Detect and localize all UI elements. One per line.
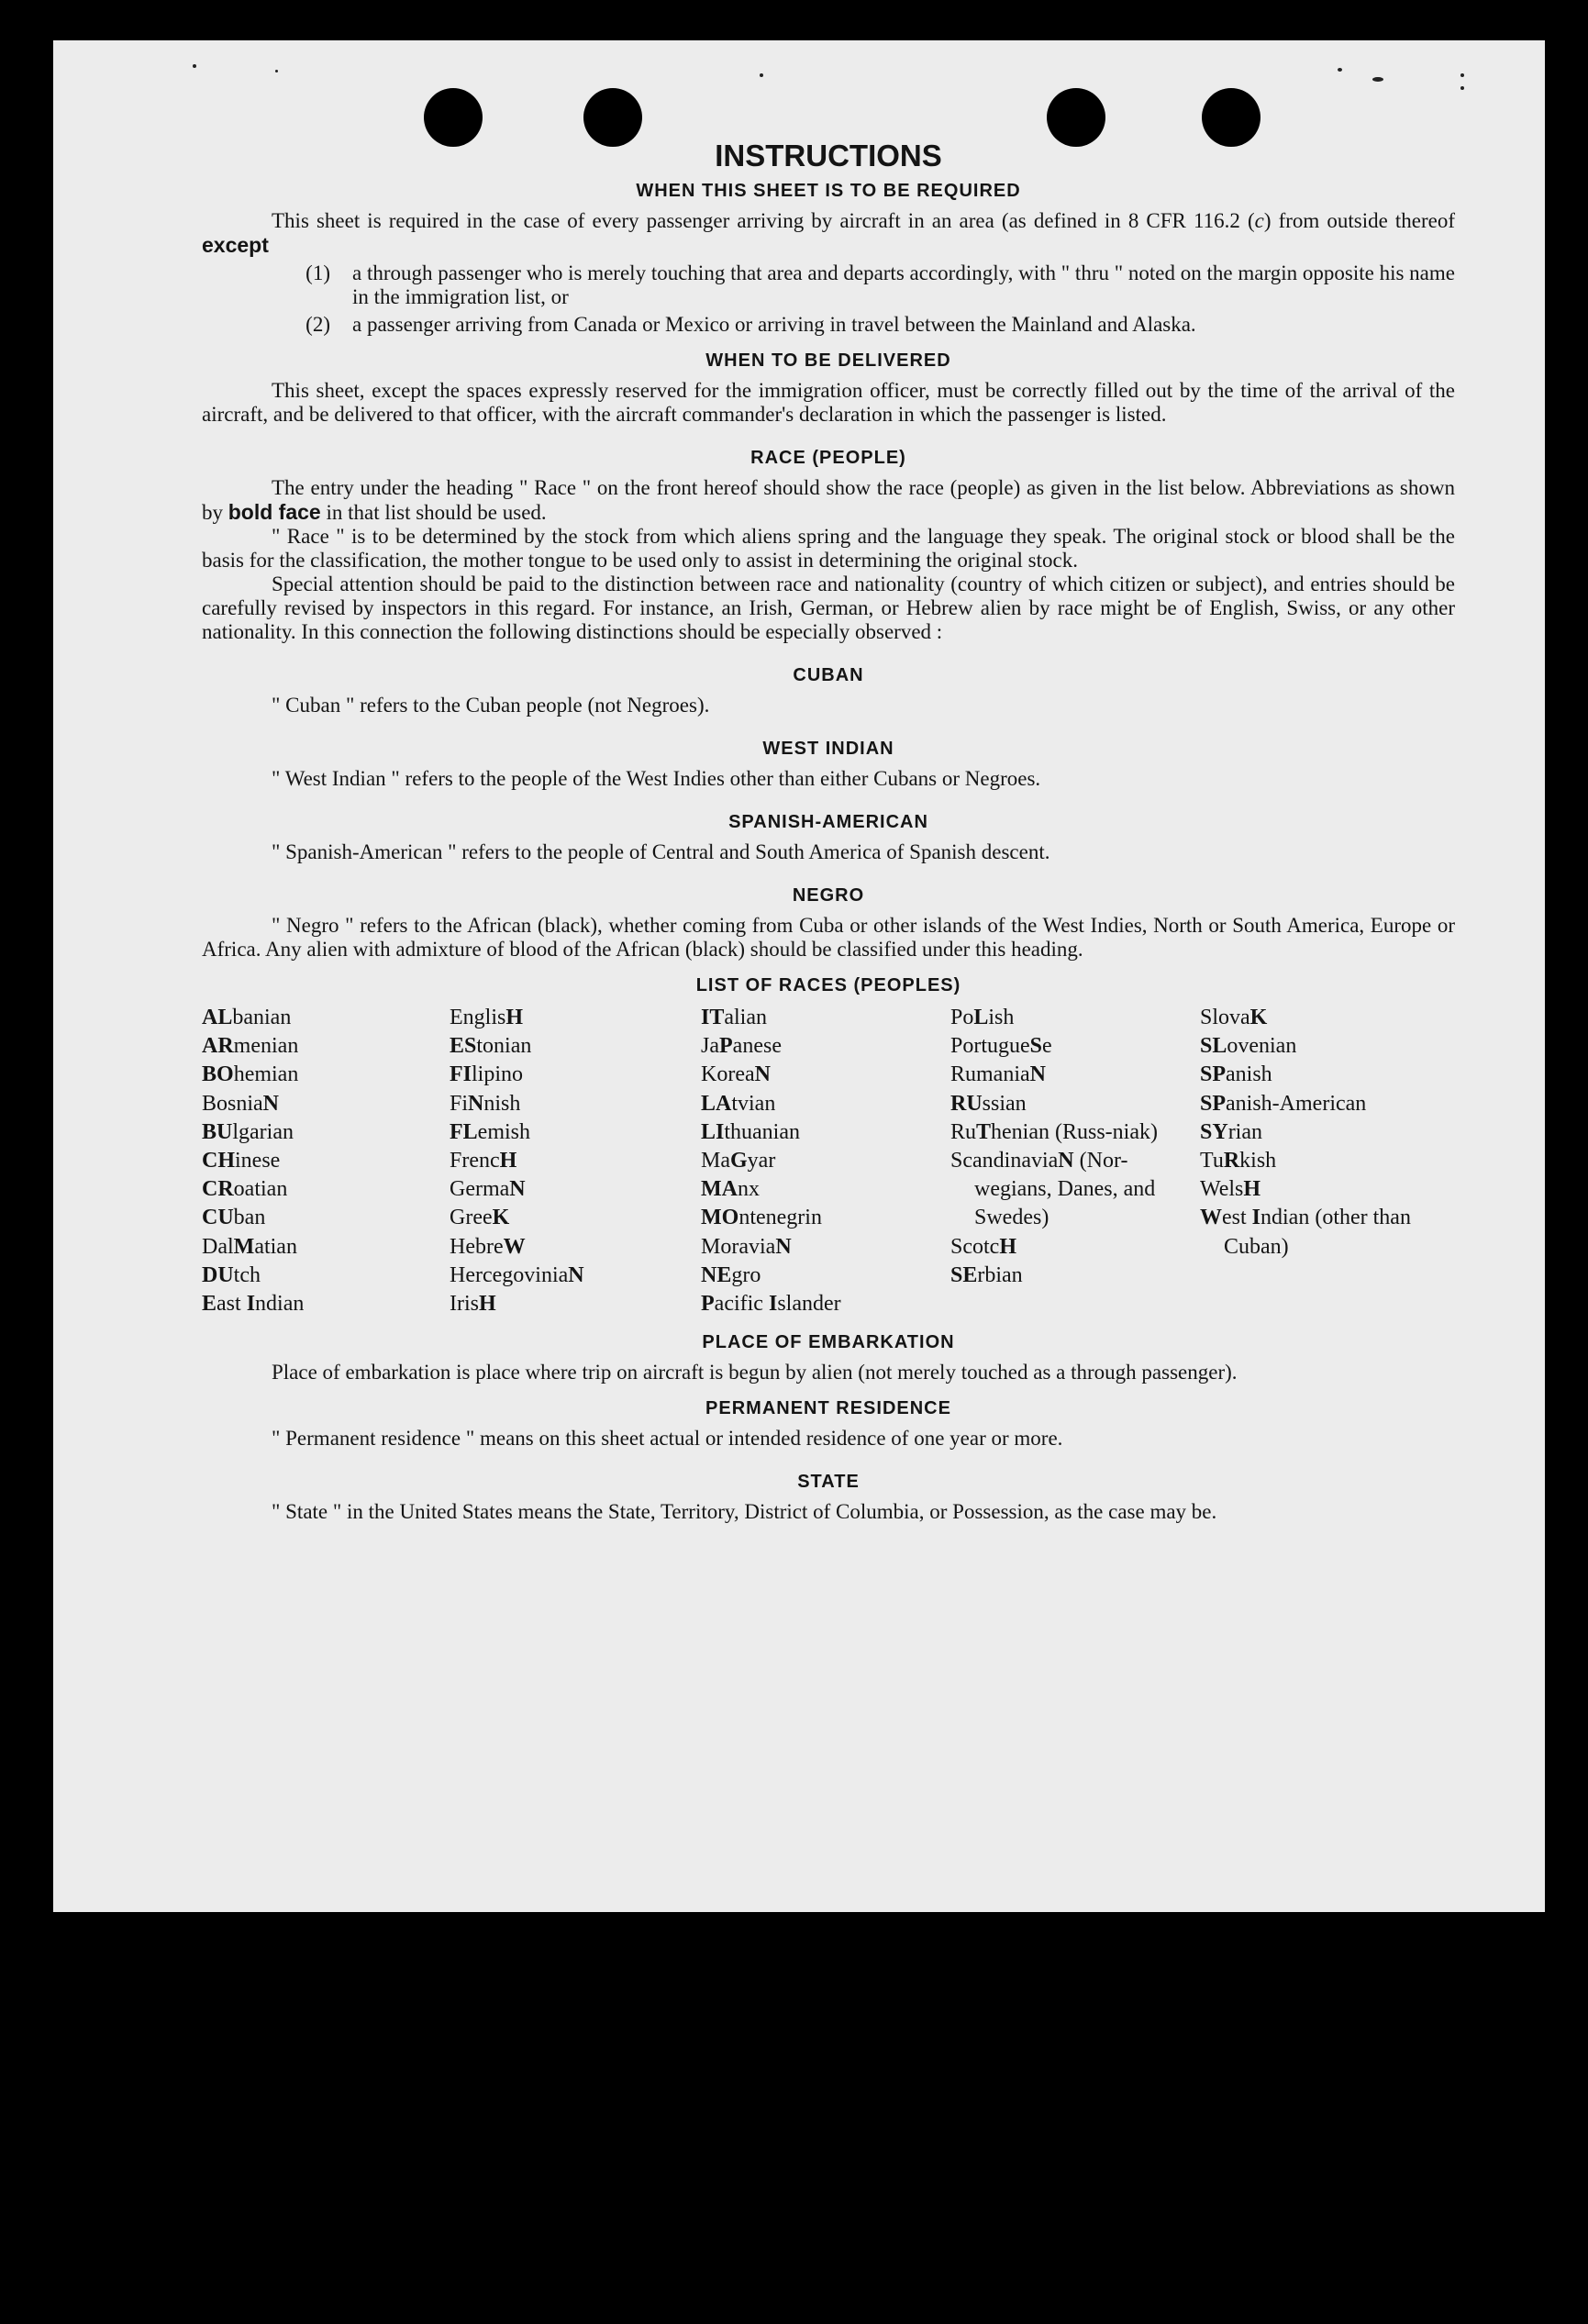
section-heading: WHEN THIS SHEET IS TO BE REQUIRED [636, 181, 1021, 201]
section-heading: PERMANENT RESIDENCE [705, 1398, 951, 1419]
instructions-content [202, 138, 1455, 1524]
race-entry: FrencH [450, 1149, 517, 1173]
race-entry: Pacific Islander [701, 1292, 841, 1317]
negro-text: " Negro " refers to the African (black), whether coming from Cuba or other islands of the West Indies, North or South America, Europe or Africa. Any alien with admixture of blood of the African (black) should be classified under this heading. [202, 914, 1455, 961]
race-entry: DalMatian [202, 1234, 297, 1259]
race-entry: CHinese [202, 1149, 281, 1173]
race-entry: BUlgarian [202, 1119, 294, 1144]
race-entry: JaPanese [701, 1034, 782, 1059]
race-entry: EnglisH [450, 1006, 524, 1029]
race-entry: SLovenian [1200, 1034, 1297, 1059]
race-entry: SlovaK [1200, 1006, 1268, 1029]
race-entry: RuThenian (Russ-niak) [950, 1119, 1158, 1144]
race-entry: KoreaN [701, 1062, 771, 1087]
race-entry: HebreW [450, 1234, 526, 1259]
embarkation-text: Place of embarkation is place where trip on aircraft is begun by alien (not merely touched as a through passenger). [272, 1361, 1238, 1384]
race-entry: FIlipino [450, 1062, 524, 1087]
page-title: INSTRUCTIONS [715, 139, 942, 172]
race-entry: ScandinaviaN (Nor-wegians, Danes, and Swedes) [950, 1149, 1156, 1230]
race-entry: MaGyar [701, 1149, 776, 1173]
race-entry: CRoatian [202, 1177, 288, 1202]
race-entry: TuRkish [1200, 1149, 1277, 1173]
races-column [1200, 1004, 1457, 1318]
race-entry: West Indian (other than Cuban) [1200, 1206, 1411, 1259]
race-entry: MAnx [701, 1177, 760, 1202]
race-entry: East Indian [202, 1292, 305, 1317]
race-entry: ScotcH [950, 1234, 1016, 1259]
race-entry: RumaniaN [950, 1062, 1046, 1087]
races-column [950, 1004, 1200, 1318]
races-column [202, 1004, 450, 1318]
race-entry: LAtvian [701, 1091, 776, 1116]
section-heading: WHEN TO BE DELIVERED [705, 350, 951, 371]
race-entry: PoLish [950, 1006, 1015, 1029]
race-entry: GreeK [450, 1206, 510, 1230]
races-list [202, 1004, 1455, 1318]
race-paragraph: Special attention should be paid to the distinction between race and nationality (country of which citizen or subject), and entries should be carefully revised by inspectors in this regard. For instance, an Irish, German, or Hebrew alien by race might be of English, Swiss, or any other nationality. In this connection the following distinctions should be especially observed : [202, 573, 1455, 643]
race-entry: NEgro [701, 1262, 761, 1287]
residence-text: " Permanent residence " means on this sheet actual or intended residence of one year or more. [272, 1427, 1063, 1451]
race-paragraph: The entry under the heading " Race " on the front hereof should show the race (people) as given in the list below. Abbreviations as shown by bold face in that list should be used. [202, 476, 1455, 524]
west-indian-text: " West Indian " refers to the people of the West Indies other than either Cubans or Negroes. [272, 767, 1041, 790]
race-entry: WelsH [1200, 1177, 1261, 1202]
race-entry: BOhemian [202, 1062, 299, 1087]
dust-speck [1460, 86, 1464, 90]
item-number: (1) [305, 261, 330, 284]
race-entry: ALbanian [202, 1006, 292, 1029]
item-text: a through passenger who is merely touching that area and departs accordingly, with " thru " noted on the margin opposite his name in the immigration list, or [352, 261, 1455, 308]
race-entry: SErbian [950, 1262, 1023, 1287]
race-entry: DUtch [202, 1262, 261, 1287]
dust-speck [760, 73, 763, 77]
exception-item [202, 313, 1455, 337]
dust-speck [1372, 77, 1383, 82]
section-heading: STATE [797, 1472, 860, 1493]
race-entry: SYrian [1200, 1119, 1262, 1144]
race-entry: CUban [202, 1206, 266, 1230]
section-heading: PLACE OF EMBARKATION [702, 1332, 955, 1353]
race-entry: MoraviaN [701, 1234, 792, 1259]
race-entry: BosniaN [202, 1091, 280, 1116]
race-entry: ITalian [701, 1006, 767, 1029]
race-entry: SPanish-American [1200, 1091, 1367, 1116]
dust-speck [193, 64, 196, 68]
dust-speck [1338, 68, 1342, 72]
race-paragraph: " Race " is to be determined by the stock from which aliens spring and the language they speak. The original stock or blood shall be the basis for the classification, the mother tongue to be used only to assist in determining the original stock. [202, 525, 1455, 572]
race-entry: HercegoviniaN [450, 1262, 584, 1287]
section-heading: CUBAN [793, 665, 864, 685]
race-entry: ARmenian [202, 1034, 299, 1059]
delivered-text: This sheet, except the spaces expressly reserved for the immigration officer, must be correctly filled out by the time of the arrival of the aircraft, and be delivered to that officer, with the aircraft commander's declaration in which the passenger is listed. [202, 379, 1455, 426]
race-entry: PortugueSe [950, 1034, 1052, 1059]
item-text: a passenger arriving from Canada or Mexico or arriving in travel between the Mainland and Alaska. [352, 313, 1196, 336]
section-heading: RACE (PEOPLE) [750, 448, 906, 468]
section-heading: NEGRO [792, 885, 865, 906]
document-sheet [53, 40, 1545, 1912]
state-text: " State " in the United States means the State, Territory, District of Columbia, or Possession, as the case may be. [272, 1500, 1217, 1524]
races-column [701, 1004, 950, 1318]
section-heading: WEST INDIAN [762, 739, 894, 759]
race-entry: FLemish [450, 1119, 530, 1144]
race-entry: MOntenegrin [701, 1206, 822, 1230]
race-entry: SPanish [1200, 1062, 1272, 1087]
required-intro: This sheet is required in the case of every passenger arriving by aircraft in an area (as defined in 8 CFR 116.2 (c) from outside thereof except [202, 209, 1455, 257]
race-entry: LIthuanian [701, 1119, 800, 1144]
section-heading: SPANISH-AMERICAN [728, 812, 928, 832]
race-entry: GermaN [450, 1177, 526, 1202]
race-entry: IrisH [450, 1292, 496, 1317]
spanish-american-text: " Spanish-American " refers to the people of Central and South America of Spanish descent. [272, 840, 1050, 863]
exception-item [202, 261, 1455, 309]
section-heading: LIST OF RACES (PEOPLES) [695, 975, 961, 995]
race-entry: FiNnish [450, 1091, 521, 1116]
race-entry: EStonian [450, 1034, 532, 1059]
item-number: (2) [305, 313, 330, 336]
cuban-text: " Cuban " refers to the Cuban people (not Negroes). [272, 694, 710, 717]
dust-speck [1460, 73, 1464, 77]
races-column [450, 1004, 701, 1318]
dust-speck [275, 70, 278, 72]
race-entry: RUssian [950, 1091, 1027, 1116]
